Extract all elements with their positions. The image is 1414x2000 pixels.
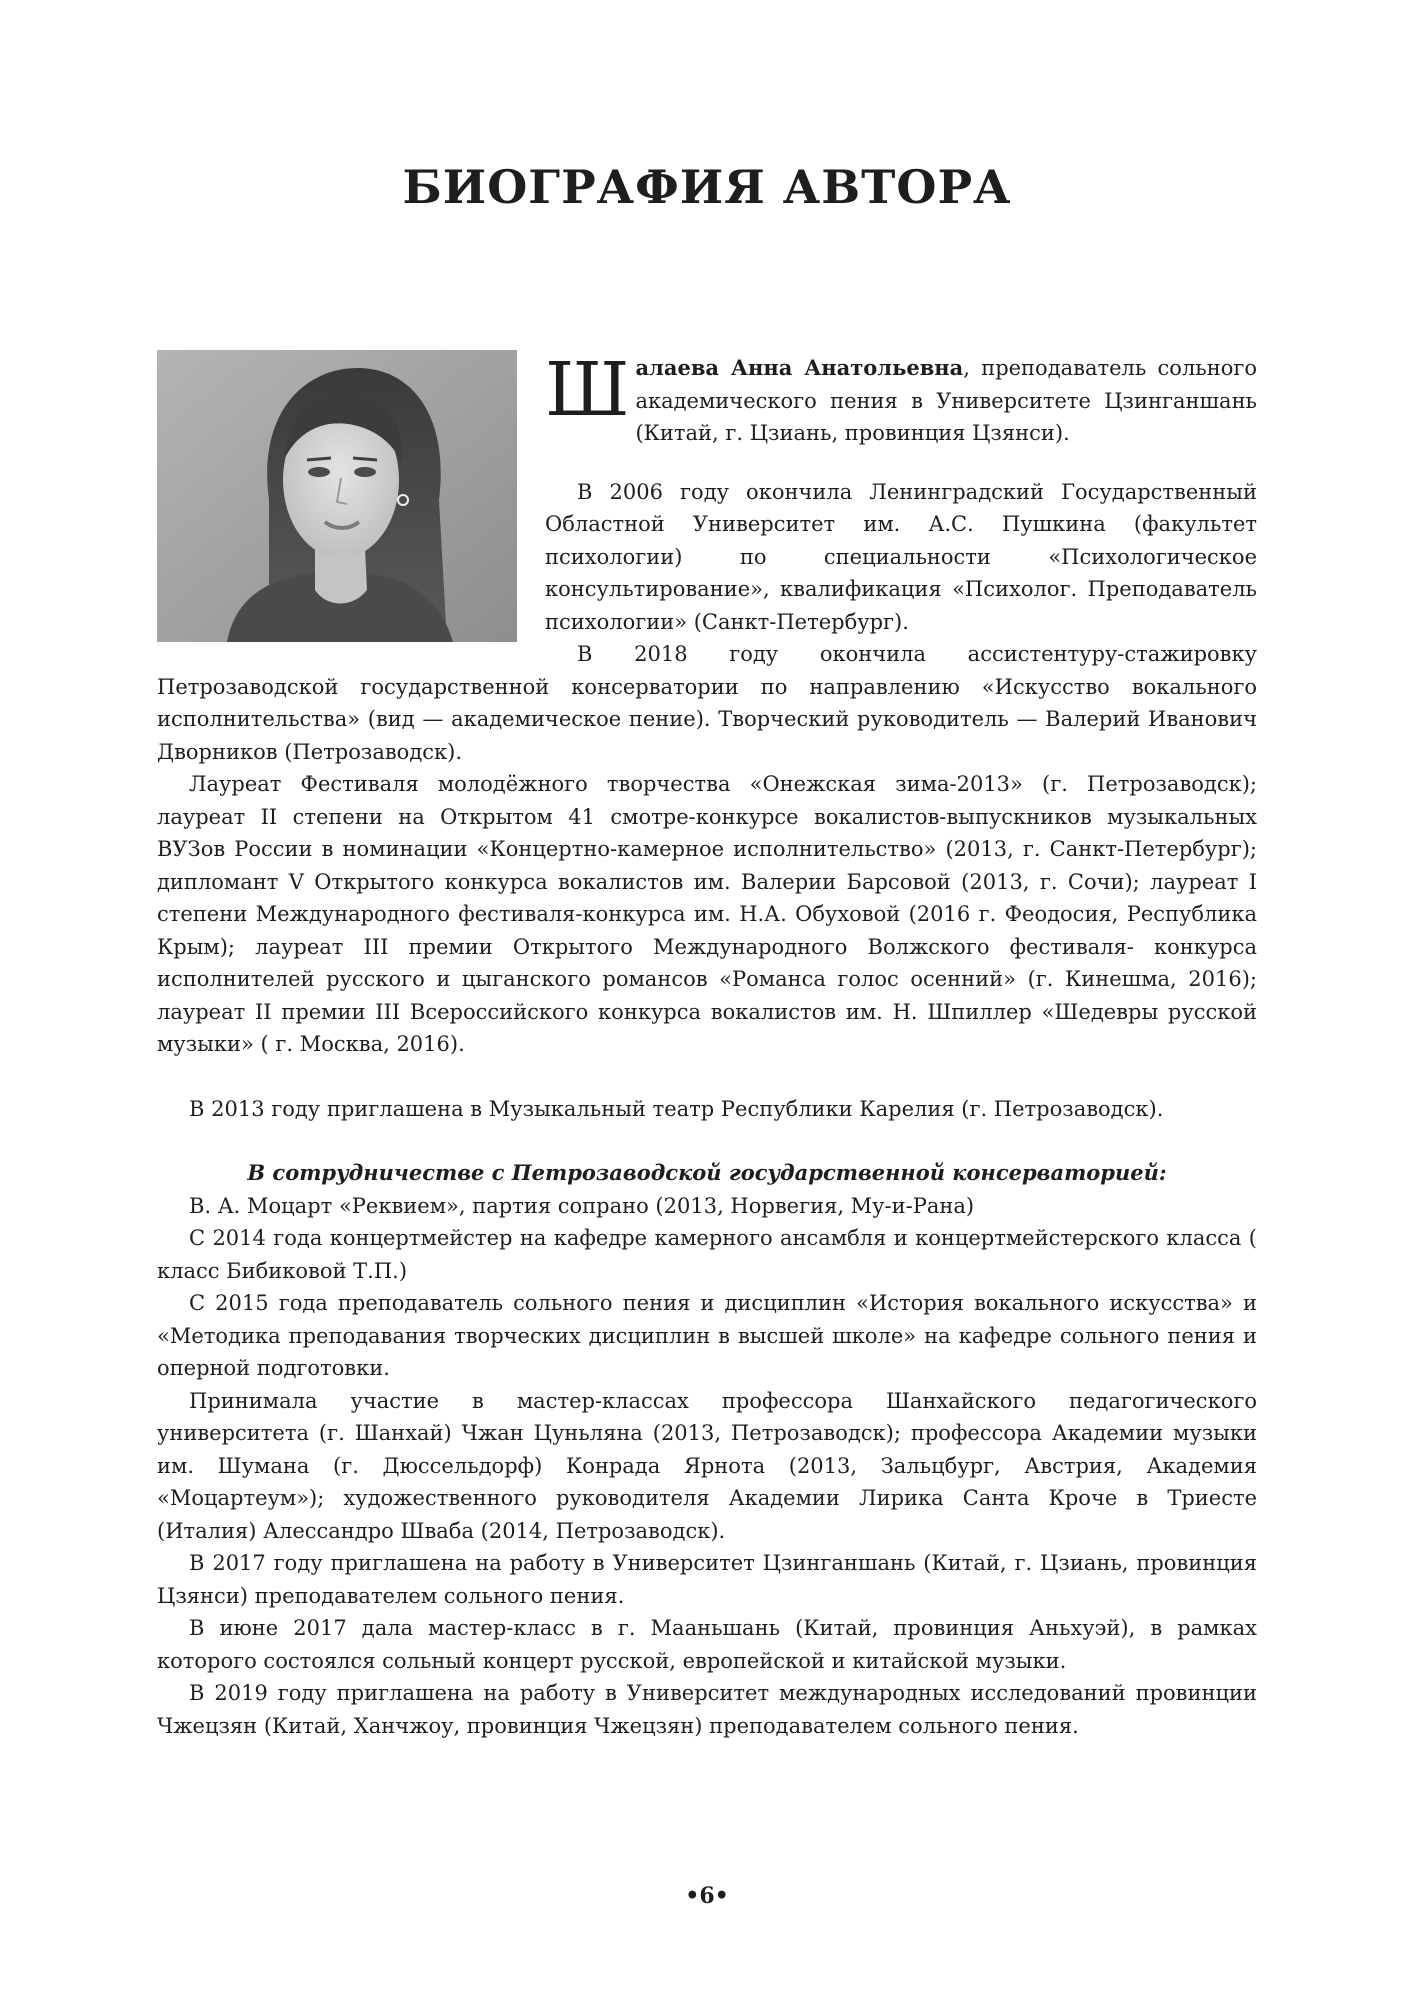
photo-spacer xyxy=(157,352,545,648)
paragraph-awards: Лауреат Фестиваля молодёжного творчества «Онежская зима-2013» (г. Петрозаводск); лауреат II степени на Открытом 41 смотре-конкурсе вокалистов-выпускников музыкальных ВУЗов России в номинации «Концертно-камерное исполнительство» (2013, г. Санкт-Петербург); дипломант V Открытого конкурса вокалистов им. Валерии Барсовой (2013, г. Сочи); лауреат I степени Международного фестиваля-конкурса им. Н.А. Обуховой (2016 г. Феодосия, Республика Крым); лауреат III премии Открытого Международного Волжского фестиваля- конкурса исполнителей русского и цыганского романсов «Романса голос осенний» (г. Кинешма, 2016); лауреат II премии III Всероссийского конкурса вокалистов им. Н. Шпиллер «Шедевры русской музыки» ( г. Москва, 2016). xyxy=(157,772,1257,1056)
paragraph-accompanist: С 2014 года концертмейстер на кафедре камерного ансамбля и концертмейстерского класса ( класс Бибиковой Т.П.) xyxy=(157,1226,1257,1283)
paragraph-maanshan: В июне 2017 дала мастер-класс в г. Мааньшань (Китай, провинция Аньхуэй), в рамках которого состоялся сольный концерт русской, европейской и китайской музыки. xyxy=(157,1616,1257,1673)
paragraph-education: В 2006 году окончила Ленинградский Государственный Областной Университет им. А.С. Пушкина (факультет психологии) по специальности «Психологическое консультирование», квалификация «Психолог. Преподаватель психологии» (Санкт-Петербург). xyxy=(545,479,1257,634)
section-heading: В сотрудничестве с Петрозаводской государственной консерваторией: xyxy=(247,1160,1167,1185)
paragraph-masterclasses: Принимала участие в мастер-классах профессора Шанхайского педагогического университета (г. Шанхай) Чжан Цуньляна (2013, Петрозаводск); профессора Академии музыки им. Шумана (г. Дюссельдорф) Конрада Ярнота (2013, Зальцбург, Австрия, Академия «Моцартеум»); художественного руководителя Академии Лирика Санта Кроче в Триесте (Италия) Алессандро Шваба (2014, Петрозаводск). xyxy=(157,1388,1257,1543)
page-title: БИОГРАФИЯ АВТОРА xyxy=(402,160,1012,214)
paragraph-jinggangshan: В 2017 году приглашена на работу в Университет Цзинганшань (Китай, г. Цзиань, провинция Цзянси) преподавателем сольного пения. xyxy=(157,1551,1257,1608)
paragraph-zhejiang: В 2019 году приглашена на работу в Университет международных исследований провинции Чжецзян (Китай, Ханчжоу, провинция Чжецзян) преподавателем сольного пения. xyxy=(157,1681,1257,1738)
page-number: •6• xyxy=(685,1883,729,1909)
paragraph-theatre: В 2013 году приглашена в Музыкальный театр Республики Карелия (г. Петрозаводск). xyxy=(189,1096,1164,1121)
intro-rest: , преподаватель сольного академического пения в Университете Цзинганшань (Китай, г. Цзиань, провинция Цзянси). xyxy=(635,356,1257,445)
biography-text xyxy=(157,347,1257,1742)
paragraph-teacher: С 2015 года преподаватель сольного пения и дисциплин «История вокального искусства» и «Методика преподавания творческих дисциплин в высшей школе» на кафедре сольного пения и оперной подготовки. xyxy=(157,1291,1257,1380)
paragraph-requiem: В. А. Моцарт «Реквием», партия сопрано (2013, Норвегия, Му-и-Рана) xyxy=(189,1193,975,1218)
author-name: алаева Анна Анатольевна xyxy=(635,355,964,380)
paragraph-assistantship: В 2018 году окончила ассистентуру-стажировку Петрозаводской государственной консерватории по направлению «Искусство вокального исполнительства» (вид — академическое пение). Творческий руководитель — Валерий Иванович Дворников (Петрозаводск). xyxy=(157,642,1257,764)
dropcap-letter: Ш xyxy=(545,347,630,433)
